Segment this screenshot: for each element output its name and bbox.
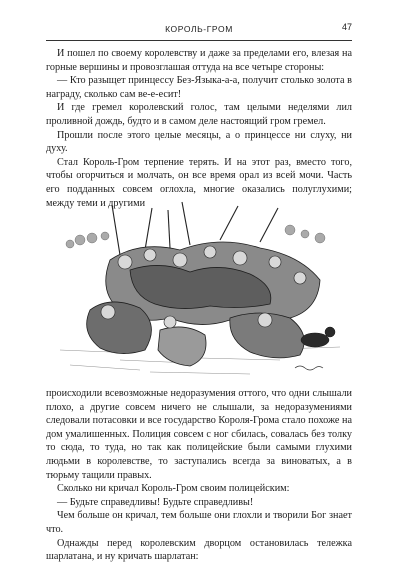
paragraph: Сколько ни кричал Король-Гром своим полицейским: xyxy=(57,483,290,495)
paragraph: — Будьте справедливы! Будьте справедливы! xyxy=(57,496,254,508)
running-title: КОРОЛЬ-ГРОМ xyxy=(165,24,233,34)
paragraph: Стал Король-Гром терпение терять. И на этот раз, вместо того, чтобы огорчиться и молчать, он все время орал из всей мочи. Часть его подданных совсем оглохла, многие оказались полуглухими; между теми и другими xyxy=(46,156,352,209)
text-block-bottom xyxy=(46,387,352,564)
paragraph: Прошли после этого целые месяцы, а о принцессе ни слуху, ни духу. xyxy=(46,129,352,155)
page-number: 47 xyxy=(341,22,352,32)
paragraph: И где гремел королевский голос, там целыми неделями лил проливной дождь, будто и в самом деле настоящий гром гремел. xyxy=(46,102,352,127)
paragraph: Однажды перед королевским дворцом остановилась тележка шарлатана, и ну кричать шарлатан: xyxy=(46,537,352,563)
paragraph: И пошел по своему королевству и даже за пределами его, влезая на горные вершины и провозглашая оттуда на все четыре стороны: xyxy=(46,48,352,73)
crowd-brawl-illustration xyxy=(50,200,348,380)
paragraph: Чем больше он кричал, тем больше они глохли и творили Бог знает что. xyxy=(46,510,352,535)
running-header xyxy=(46,22,352,41)
paragraph: — Кто разыщет принцессу Без-Языка-а-а, получит столько золота в награду, сколько сам ве-е-есит! xyxy=(46,75,352,100)
text-block-top xyxy=(46,47,352,210)
paragraph: происходили всевозможные недоразумения оттого, что одни слышали плохо, а другие совсем ничего не слышали, за недоразумениями следовали потасовки и все государство Короля-Грома стало похоже на дом умалишенных. Полиция совсем с ног сбилась, совалась без толку то сюда, то туда, но так как полицейские были самыми глухими людьми в королевстве, то заступались всегда за виноватых, а в тюрьму тащили правых. xyxy=(46,388,352,481)
